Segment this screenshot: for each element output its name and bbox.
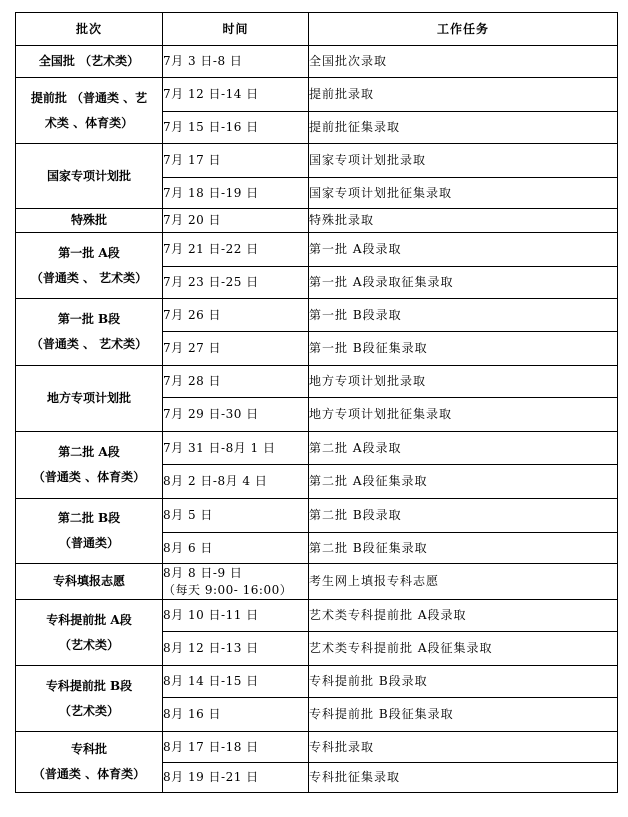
time-cell: [163, 666, 309, 698]
time-text: 7月 27 日: [163, 341, 222, 355]
batch-label: 第二批 B段: [57, 511, 121, 525]
time-text: 8月 8 日-9 日: [163, 565, 243, 580]
task-cell: 第二批 B段录取: [309, 499, 618, 533]
task-cell: 专科批征集录取: [309, 763, 618, 793]
time-text: 8月 14 日-15 日: [163, 674, 259, 688]
time-text: 8月 10 日-11 日: [163, 608, 259, 622]
task-cell: 专科批录取: [309, 732, 618, 763]
batch-label: 全国批 （艺术类）: [38, 54, 140, 68]
schedule-table: [15, 12, 618, 793]
task-cell: 国家专项计划批录取: [309, 144, 618, 178]
header-time: 时间: [163, 13, 309, 46]
time-cell: [163, 144, 309, 178]
task-cell: 第一批 B段征集录取: [309, 332, 618, 366]
time-cell: [163, 112, 309, 144]
task-cell: 专科提前批 B段征集录取: [309, 698, 618, 732]
batch-label: 国家专项计划批: [46, 168, 131, 183]
time-cell: [163, 432, 309, 465]
time-text: 7月 31 日-8月 1 日: [163, 440, 276, 455]
task-cell: 第二批 B段征集录取: [309, 533, 618, 564]
batch-label: 专科批: [70, 742, 107, 756]
time-cell: [163, 46, 309, 78]
batch-cell: [16, 46, 163, 78]
batch-cell: [16, 732, 163, 793]
batch-label: 第一批 B段: [57, 312, 121, 326]
table-row: [16, 209, 618, 233]
batch-label: （普通类 、 艺术类）: [30, 270, 148, 285]
batch-label: （普通类）: [58, 536, 119, 550]
time-cell: [163, 332, 309, 366]
schedule-body: [16, 46, 618, 793]
time-cell: [163, 398, 309, 432]
time-cell: [163, 732, 309, 763]
task-cell: 提前批录取: [309, 78, 618, 112]
table-row: [16, 732, 618, 763]
batch-label: （艺术类）: [58, 703, 119, 718]
batch-label: 术类 、体育类）: [44, 115, 134, 130]
time-cell: [163, 763, 309, 793]
table-row: [16, 46, 618, 78]
time-cell: [163, 499, 309, 533]
time-text: 7月 20 日: [163, 213, 222, 227]
table-row: [16, 432, 618, 465]
header-batch: 批次: [16, 13, 163, 46]
task-cell: 提前批征集录取: [309, 112, 618, 144]
table-row: [16, 233, 618, 267]
batch-label: （普通类 、体育类）: [32, 470, 146, 484]
table-row: [16, 366, 618, 398]
batch-cell: [16, 78, 163, 144]
task-cell: 第一批 A段录取: [309, 233, 618, 267]
batch-label: 第二批 A段: [58, 445, 120, 459]
batch-label: 专科提前批 B段: [45, 678, 133, 693]
task-cell: 全国批次录取: [309, 46, 618, 78]
task-cell: 国家专项计划批征集录取: [309, 178, 618, 209]
table-row: [16, 666, 618, 698]
time-text: 7月 21 日-22 日: [163, 242, 259, 256]
batch-label: 专科填报志愿: [52, 574, 125, 588]
task-cell: 地方专项计划批录取: [309, 366, 618, 398]
time-cell: [163, 600, 309, 632]
time-cell: [163, 78, 309, 112]
time-cell: [163, 209, 309, 233]
batch-label: 提前批 （普通类 、艺: [30, 90, 148, 105]
time-cell: [163, 564, 309, 600]
task-cell: 第二批 A段征集录取: [309, 465, 618, 499]
time-cell: [163, 465, 309, 499]
header-task: 工作任务: [309, 13, 618, 46]
time-text: 7月 23 日-25 日: [163, 275, 259, 289]
batch-label: （普通类 、体育类）: [32, 767, 146, 781]
task-cell: 第二批 A段录取: [309, 432, 618, 465]
batch-cell: [16, 499, 163, 564]
time-cell: [163, 299, 309, 332]
time-text: 7月 12 日-14 日: [163, 87, 259, 101]
batch-label: （艺术类）: [58, 637, 119, 652]
task-cell: 特殊批录取: [309, 209, 618, 233]
time-text: 7月 29 日-30 日: [163, 407, 259, 421]
time-text: 8月 12 日-13 日: [163, 641, 259, 655]
batch-cell: [16, 366, 163, 432]
task-cell: 专科提前批 B段录取: [309, 666, 618, 698]
time-text: 7月 26 日: [163, 307, 222, 322]
header-row: [16, 13, 618, 46]
table-row: [16, 600, 618, 632]
time-text: 8月 6 日: [163, 540, 213, 555]
batch-cell: [16, 233, 163, 299]
task-cell: 地方专项计划批征集录取: [309, 398, 618, 432]
time-text: 7月 17 日: [163, 153, 222, 167]
time-cell: [163, 632, 309, 666]
table-row: [16, 144, 618, 178]
batch-label: （普通类 、 艺术类）: [30, 337, 148, 351]
task-cell: 第一批 A段录取征集录取: [309, 267, 618, 299]
table-row: [16, 299, 618, 332]
time-cell: [163, 267, 309, 299]
time-text: 7月 15 日-16 日: [163, 120, 259, 134]
time-text: 8月 2 日-8月 4 日: [163, 474, 268, 488]
batch-label: 第一批 A段: [58, 245, 120, 260]
task-cell: 第一批 B段录取: [309, 299, 618, 332]
table-row: [16, 499, 618, 533]
batch-cell: [16, 299, 163, 366]
time-text: 8月 17 日-18 日: [163, 739, 259, 754]
batch-cell: [16, 564, 163, 600]
time-cell: [163, 366, 309, 398]
batch-cell: [16, 432, 163, 499]
time-cell: [163, 533, 309, 564]
batch-label: 特殊批: [70, 213, 107, 227]
table-row: [16, 564, 618, 600]
batch-cell: [16, 600, 163, 666]
batch-label: 地方专项计划批: [46, 391, 131, 405]
time-cell: [163, 698, 309, 732]
task-cell: 艺术类专科提前批 A段录取: [309, 600, 618, 632]
batch-cell: [16, 144, 163, 209]
time-text: 8月 16 日: [163, 707, 222, 721]
time-text: （每天 9:00- 16:00）: [163, 582, 293, 597]
time-cell: [163, 178, 309, 209]
time-text: 7月 18 日-19 日: [163, 185, 259, 200]
batch-cell: [16, 209, 163, 233]
task-cell: 考生网上填报专科志愿: [309, 564, 618, 600]
time-text: 7月 28 日: [163, 374, 222, 388]
time-cell: [163, 233, 309, 267]
time-text: 8月 5 日: [163, 508, 213, 522]
table-row: [16, 78, 618, 112]
task-cell: 艺术类专科提前批 A段征集录取: [309, 632, 618, 666]
time-text: 7月 3 日-8 日: [163, 54, 243, 68]
batch-label: 专科提前批 A段: [46, 612, 132, 627]
time-text: 8月 19 日-21 日: [163, 770, 259, 784]
batch-cell: [16, 666, 163, 732]
